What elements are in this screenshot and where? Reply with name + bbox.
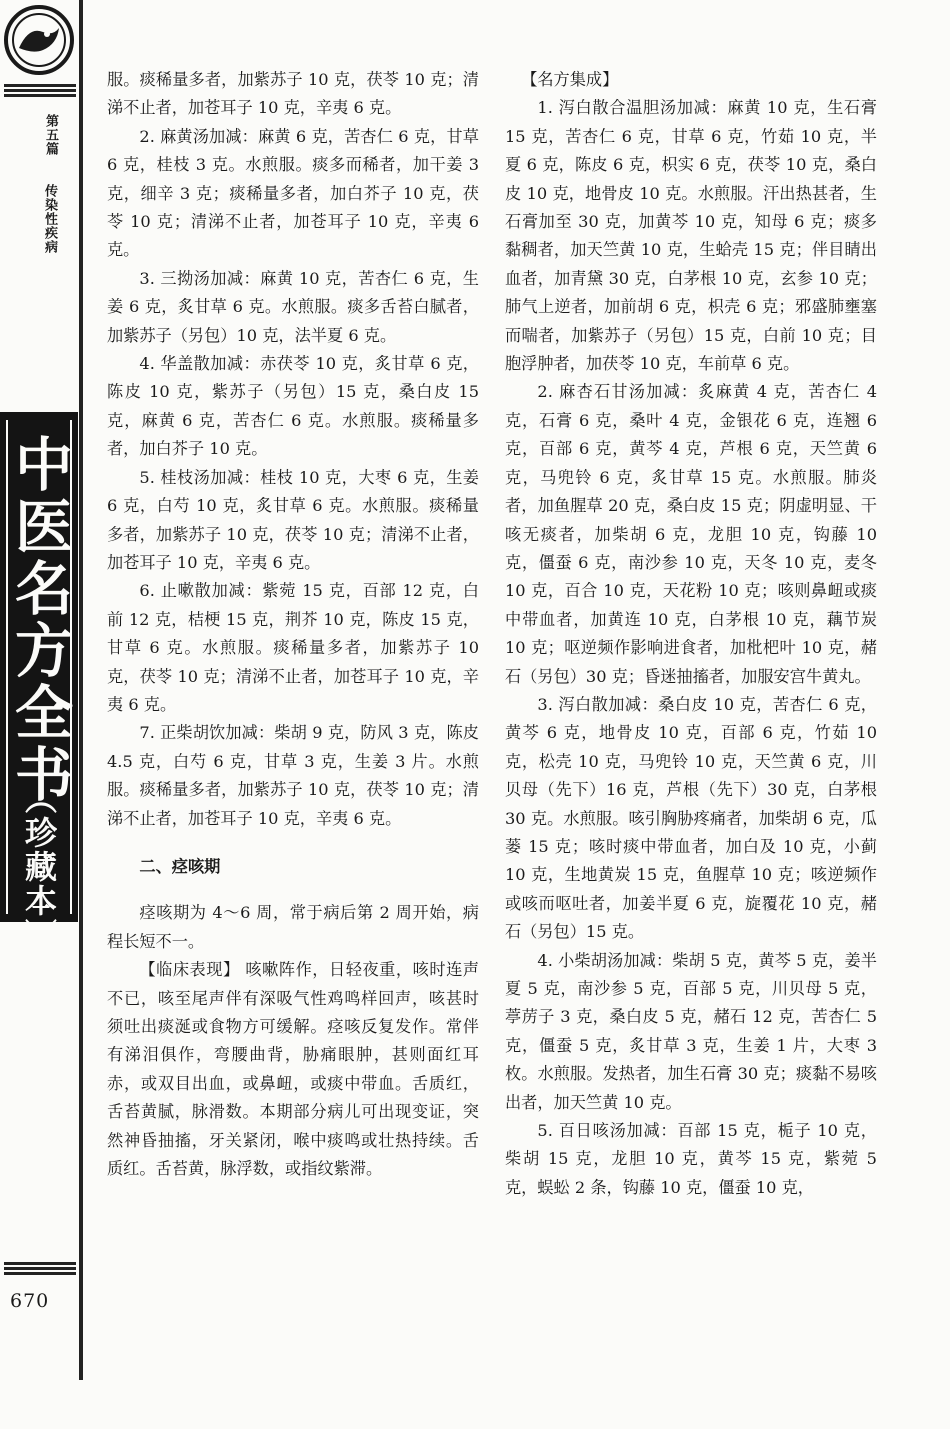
- spine-divider: [79, 0, 83, 1380]
- paragraph: 2. 麻黄汤加减：麻黄 6 克，苦杏仁 6 克，甘草 6 克，桂枝 3 克。水煎服。痰多而稀者，加干姜 3 克，细辛 3 克；痰稀量多者，加白芥子 10 克，茯苓 10 克；清涕不止者，加苍耳子 10 克，辛夷 6 克。: [107, 126, 479, 260]
- decorative-rule-top: [4, 84, 76, 98]
- right-text-column: [505, 66, 877, 1202]
- book-subtitle: （珍藏本）: [20, 782, 58, 952]
- left-text-column: [107, 66, 479, 1183]
- paragraph: 1. 泻白散合温胆汤加减：麻黄 10 克，生石膏 15 克，苦杏仁 6 克，甘草 6 克，竹茹 10 克，半夏 6 克，陈皮 6 克，枳实 6 克，茯苓 10 克，桑白皮 10 克，地骨皮 10 克。水煎服。汗出热甚者，生石膏加至 30 克，加黄芩 10 克，知母 6 克；痰多黏稠者，加天竺黄 10 克，生蛤壳 15 克；伴目睛出血者，加青黛 30 克，白茅根 10 克，玄参 10 克；肺气上逆者，加前胡 6 克，枳壳 6 克；邪盛肺壅塞而喘者，加紫苏子（另包）15 克，白前 10 克；目胞浮肿者，加茯苓 10 克，车前草 6 克。: [505, 98, 877, 374]
- paragraph: 3. 泻白散加减：桑白皮 10 克，苦杏仁 6 克，黄芩 6 克，地骨皮 10 克，百部 6 克，竹茹 10 克，松壳 10 克，马兜铃 10 克，天竺黄 6 克，川贝母（先下）16 克，芦根（先下）30 克，白茅根 30 克。水煎服。咳引胸胁疼痛者，加柴胡 6 克，瓜蒌 15 克；咳时痰中带血者，加白及 10 克，小蓟 10 克，生地黄炭 15 克，鱼腥草 10 克；咳逆频作或咳而呕吐者，加姜半夏 6 克，旋覆花 10 克，赭石（另包）15 克。: [505, 694, 877, 942]
- paragraph: 2. 麻杏石甘汤加减：炙麻黄 4 克，苦杏仁 4 克，石膏 6 克，桑叶 4 克，金银花 6 克，连翘 6 克，百部 6 克，黄芩 4 克，芦根 6 克，天竺黄 6 克，马兜铃 6 克，炙甘草 15 克。水煎服。肺炎者，加鱼腥草 20 克，桑白皮 15 克；阴虚明显、干咳无痰者，加柴胡 6 克，龙胆 10 克，钩藤 10 克，僵蚕 6 克，南沙参 10 克，天冬 10 克，麦冬 10 克，百合 10 克，天花粉 10 克；咳则鼻衄或痰中带血者，加黄连 10 克，白茅根 10 克，藕节炭 10 克；呕逆频作影响进食者，加枇杷叶 10 克，赭石（另包）30 克；昏迷抽搐者，加服安宫牛黄丸。: [505, 382, 877, 686]
- paragraph: 服。痰稀量多者，加紫苏子 10 克，茯苓 10 克；清涕不止者，加苍耳子 10 克，辛夷 6 克。: [107, 70, 479, 118]
- paragraph: 痉咳期为 4～6 周，常于病后第 2 周开始，病程长短不一。: [107, 903, 479, 951]
- sidebar: [0, 0, 84, 1429]
- section-heading: 二、痉咳期: [139, 856, 221, 876]
- part-label: 第五篇: [43, 114, 58, 156]
- paragraph: 4. 小柴胡汤加减：柴胡 5 克，黄芩 5 克，姜半夏 5 克，南沙参 5 克，百部 5 克，川贝母 5 克，葶苈子 3 克，桑白皮 5 克，赭石 12 克，苦杏仁 5 克，僵蚕 5 克，炙甘草 3 克，生姜 1 片，大枣 3 枚。水煎服。发热者，加生石膏 30 克；痰黏不易咳出者，加天竺黄 10 克。: [505, 950, 877, 1112]
- decorative-rule-bottom: [4, 1262, 76, 1276]
- page-number: 670: [10, 1290, 50, 1312]
- clinical-paragraph: 【临床表现】 咳嗽阵作，日轻夜重，咳时连声不已，咳至尾声伴有深吸气性鸡鸣样回声，咳甚时须吐出痰涎或食物方可缓解。痉咳反复发作。常伴有涕泪俱作，弯腰曲背，胁痛眼肿，甚则面红耳赤，或双目出血，或鼻衄，或痰中带血。舌质红，舌苔黄腻，脉滑数。本期部分病儿可出现变证，突然神昏抽搐，牙关紧闭，喉中痰鸣或壮热持续。舌质红。舌苔黄，脉浮数，或指纹紫滞。: [107, 960, 479, 1179]
- paragraph: 6. 止嗽散加减：紫菀 15 克，百部 12 克，白前 12 克，桔梗 15 克，荆芥 10 克，陈皮 15 克，甘草 6 克。水煎服。痰稀量多者，加紫苏子 10 克，茯苓 10 克；清涕不止者，加苍耳子 10 克，辛夷 6 克。: [107, 581, 479, 714]
- subsection-heading: 【名方集成】: [521, 70, 619, 89]
- book-title: 中医名方全书: [5, 434, 73, 806]
- paragraph: 7. 正柴胡饮加减：柴胡 9 克，防风 3 克，陈皮 4.5 克，白芍 6 克，甘草 3 克，生姜 3 片。水煎服。痰稀量多者，加紫苏子 10 克，茯苓 10 克；清涕不止者，加苍耳子 10 克，辛夷 6 克。: [107, 723, 479, 828]
- part-name: 传染性疾病: [42, 184, 57, 254]
- publisher-logo-icon: [3, 4, 75, 76]
- paragraph: 4. 华盖散加减：赤茯苓 10 克，炙甘草 6 克，陈皮 10 克，紫苏子（另包）15 克，桑白皮 15 克，麻黄 6 克，苦杏仁 6 克。水煎服。痰稀量多者，加白芥子 10 克。: [107, 354, 479, 459]
- paragraph: 5. 桂枝汤加减：桂枝 10 克，大枣 6 克，生姜 6 克，白芍 10 克，炙甘草 6 克。水煎服。痰稀量多者，加紫苏子 10 克，茯苓 10 克；清涕不止者，加苍耳子 10 克，辛夷 6 克。: [107, 467, 479, 572]
- paragraph: 3. 三拗汤加减：麻黄 10 克，苦杏仁 6 克，生姜 6 克，炙甘草 6 克。水煎服。痰多舌苔白腻者，加紫苏子（另包）10 克，法半夏 6 克。: [107, 268, 479, 345]
- paragraph: 5. 百日咳汤加减：百部 15 克，栀子 10 克，柴胡 15 克，龙胆 10 克，黄芩 15 克，紫菀 5 克，蜈蚣 2 条，钩藤 10 克，僵蚕 10 克，: [505, 1121, 877, 1197]
